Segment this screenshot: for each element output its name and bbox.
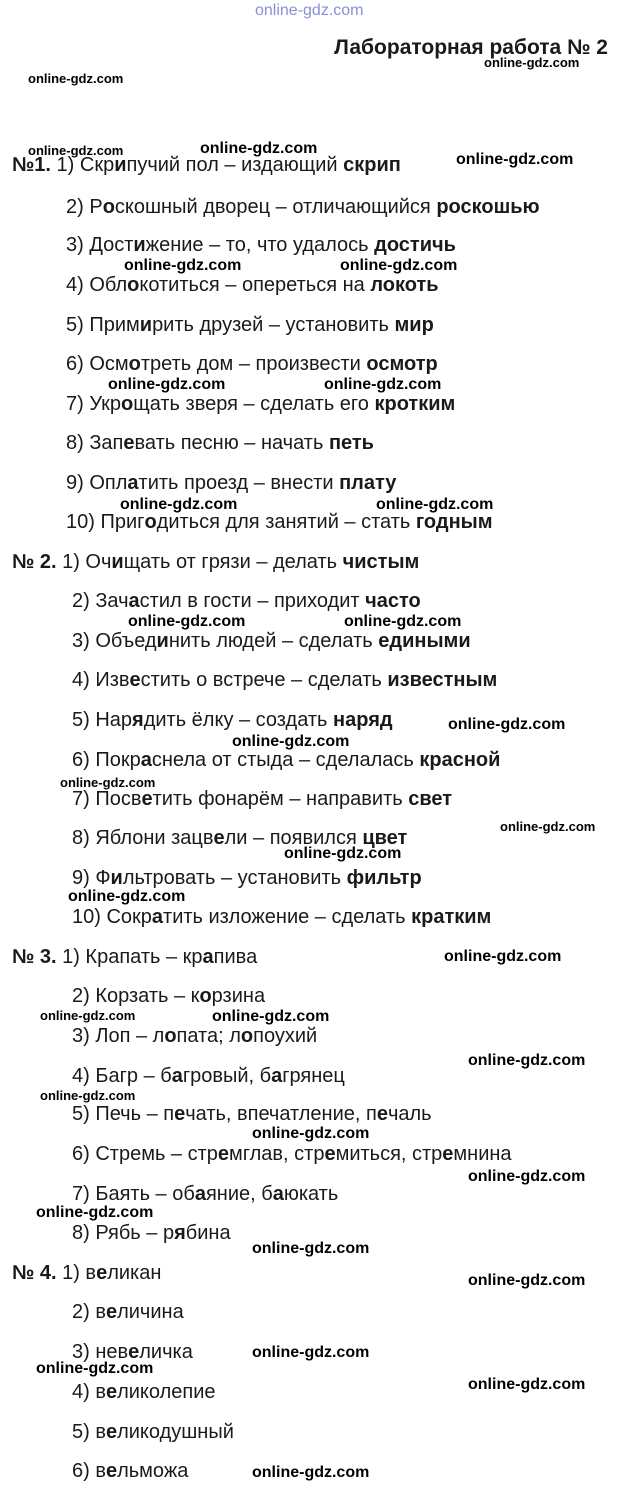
watermark: online-gdz.com xyxy=(232,733,350,750)
answer-word: плату xyxy=(339,472,397,494)
accent-letter: о xyxy=(240,1025,254,1047)
task4-line-1 xyxy=(12,1261,161,1285)
text: треть дом – произвести xyxy=(140,353,367,375)
text: вать песню – начать xyxy=(134,432,329,454)
text: жение – то, что удалось xyxy=(145,234,375,256)
task2-line-9 xyxy=(72,866,422,890)
task-number: № 2. xyxy=(12,551,57,573)
task3-line-2 xyxy=(72,984,265,1008)
task2-line-8 xyxy=(72,826,407,850)
task2-line-3 xyxy=(72,629,471,653)
watermark: online-gdz.com xyxy=(36,1204,154,1221)
accent-letter: е xyxy=(141,788,153,810)
text: 9) Опл xyxy=(66,472,128,494)
watermark: online-gdz.com xyxy=(252,1464,370,1481)
text: пучий пол – издающий xyxy=(126,154,344,176)
text: личка xyxy=(139,1341,193,1363)
text: 4) в xyxy=(72,1381,106,1403)
watermark: online-gdz.com xyxy=(468,1376,586,1393)
task4-line-2 xyxy=(72,1300,184,1324)
accent-letter: е xyxy=(123,432,135,454)
text: 7) Посв xyxy=(72,788,142,810)
answer-word: кротким xyxy=(374,393,456,415)
task-number: № 4. xyxy=(12,1262,57,1284)
accent-letter: а xyxy=(151,906,164,928)
text: 1) Оч xyxy=(62,551,112,573)
answer-word: едиными xyxy=(378,630,471,652)
accent-letter: а xyxy=(202,946,214,968)
answer-word: локоть xyxy=(370,274,439,296)
accent-letter: а xyxy=(171,1065,183,1087)
text: диться для занятий – стать xyxy=(156,511,416,533)
watermark: online-gdz.com xyxy=(128,613,246,630)
accent-letter: е xyxy=(96,1262,108,1284)
watermark: online-gdz.com xyxy=(36,1360,154,1377)
text: пата; л xyxy=(176,1025,241,1047)
answer-word: наряд xyxy=(333,709,393,731)
text: ликодушный xyxy=(117,1421,234,1443)
watermark: online-gdz.com xyxy=(500,819,596,834)
answer-word: роскошью xyxy=(436,196,540,218)
watermark: online-gdz.com xyxy=(340,257,458,274)
task2-line-10 xyxy=(72,905,491,929)
task2-line-4 xyxy=(72,668,497,692)
watermark: online-gdz.com xyxy=(120,496,238,513)
text: льтровать – установить xyxy=(122,867,347,889)
accent-letter: а xyxy=(272,1183,284,1205)
text: 2) Р xyxy=(66,196,103,218)
text: поухий xyxy=(253,1025,318,1047)
task4-line-4 xyxy=(72,1380,216,1404)
text: грянец xyxy=(282,1065,345,1087)
answer-word: чистым xyxy=(342,551,420,573)
text: пива xyxy=(213,946,258,968)
task1-line-9 xyxy=(66,471,396,495)
answer-word: красной xyxy=(419,749,501,771)
text: 6) Стремь – стр xyxy=(72,1143,218,1165)
accent-letter: и xyxy=(111,551,124,573)
answer-word: годным xyxy=(415,511,493,533)
text: ли – появился xyxy=(224,827,363,849)
text: рить друзей – установить xyxy=(152,314,395,336)
task1-line-8 xyxy=(66,431,374,455)
task3-line-4 xyxy=(72,1064,345,1088)
text: 3) Объед xyxy=(72,630,157,652)
task3-line-5 xyxy=(72,1102,432,1126)
text: рзина xyxy=(211,985,266,1007)
accent-letter: а xyxy=(128,590,140,612)
task1-line-4 xyxy=(66,273,439,297)
text: 1) Скр xyxy=(56,154,115,176)
accent-letter: е xyxy=(105,1421,118,1443)
task1-line-2 xyxy=(66,195,540,219)
text: миться, стр xyxy=(335,1143,443,1165)
watermark: online-gdz.com xyxy=(376,496,494,513)
watermark: online-gdz.com xyxy=(108,376,226,393)
accent-letter: е xyxy=(217,1143,230,1165)
text: 10) Сокр xyxy=(72,906,152,928)
text: щать от грязи – делать xyxy=(123,551,343,573)
task1-line-7 xyxy=(66,392,455,416)
accent-letter: а xyxy=(271,1065,283,1087)
task1-line-6 xyxy=(66,352,438,376)
accent-letter: о xyxy=(144,511,157,533)
text: тить фонарём – направить xyxy=(152,788,409,810)
watermark: online-gdz.com xyxy=(252,1344,370,1361)
text: скошный дворец – отличающийся xyxy=(114,196,437,218)
accent-letter: о xyxy=(127,274,140,296)
text: тить проезд – внести xyxy=(138,472,340,494)
text: 3) нев xyxy=(72,1341,129,1363)
watermark-top: online-gdz.com xyxy=(255,2,364,19)
text: 3) Лоп – л xyxy=(72,1025,165,1047)
text: 7) Укр xyxy=(66,393,122,415)
watermark: online-gdz.com xyxy=(252,1240,370,1257)
answer-word: цвет xyxy=(362,827,408,849)
text: 5) Прим xyxy=(66,314,140,336)
task2-line-1 xyxy=(12,550,419,574)
watermark: online-gdz.com xyxy=(444,948,562,965)
text: 2) Зач xyxy=(72,590,129,612)
watermark: online-gdz.com xyxy=(456,151,574,168)
text: 5) в xyxy=(72,1421,106,1443)
watermark: online-gdz.com xyxy=(28,143,124,158)
watermark: online-gdz.com xyxy=(60,775,156,790)
watermark: online-gdz.com xyxy=(200,140,318,157)
accent-letter: и xyxy=(156,630,169,652)
text: чаль xyxy=(387,1103,432,1125)
watermark: online-gdz.com xyxy=(28,71,124,86)
answer-word: известным xyxy=(387,669,498,691)
text: тить изложение – сделать xyxy=(163,906,412,928)
accent-letter: о xyxy=(102,196,115,218)
text: 2) Корзать – к xyxy=(72,985,200,1007)
text: 4) Изв xyxy=(72,669,130,691)
text: котиться – опереться на xyxy=(139,274,371,296)
accent-letter: и xyxy=(114,154,127,176)
text: 7) Баять – об xyxy=(72,1183,195,1205)
text: 6) Покр xyxy=(72,749,141,771)
text: 6) в xyxy=(72,1460,106,1482)
text: 9) Ф xyxy=(72,867,111,889)
task1-line-1 xyxy=(12,153,401,177)
text: мглав, стр xyxy=(229,1143,325,1165)
task2-line-6 xyxy=(72,748,500,772)
text: 10) Приг xyxy=(66,511,145,533)
task4-line-6 xyxy=(72,1459,188,1483)
task-number: №1. xyxy=(12,154,51,176)
accent-letter: е xyxy=(128,1341,140,1363)
task3-line-6 xyxy=(72,1142,512,1166)
text: бина xyxy=(185,1222,231,1244)
text: мнина xyxy=(453,1143,512,1165)
task-number: № 3. xyxy=(12,946,57,968)
task2-line-7 xyxy=(72,787,452,811)
task3-line-7 xyxy=(72,1182,338,1206)
task2-line-5 xyxy=(72,708,393,732)
accent-letter: е xyxy=(105,1460,118,1482)
accent-letter: и xyxy=(133,234,146,256)
watermark: online-gdz.com xyxy=(468,1272,586,1289)
task3-line-1 xyxy=(12,945,257,969)
watermark: online-gdz.com xyxy=(324,376,442,393)
watermark: online-gdz.com xyxy=(124,257,242,274)
text: 8) Зап xyxy=(66,432,124,454)
accent-letter: о xyxy=(121,393,134,415)
text: 4) Обл xyxy=(66,274,128,296)
text: юкать xyxy=(283,1183,339,1205)
watermark: online-gdz.com xyxy=(40,1008,136,1023)
accent-letter: я xyxy=(174,1222,186,1244)
text: льможа xyxy=(117,1460,189,1482)
accent-letter: а xyxy=(140,749,152,771)
answer-word: скрип xyxy=(343,154,401,176)
answer-word: осмотр xyxy=(366,353,438,375)
watermark: online-gdz.com xyxy=(252,1125,370,1142)
watermark: online-gdz.com xyxy=(468,1168,586,1185)
text: 3) Дост xyxy=(66,234,134,256)
text: 1) в xyxy=(62,1262,97,1284)
task2-line-2 xyxy=(72,589,421,613)
answer-word: фильтр xyxy=(346,867,422,889)
watermark: online-gdz.com xyxy=(484,55,580,70)
text: ликолепие xyxy=(117,1381,216,1403)
answer-word: кратким xyxy=(411,906,492,928)
text: 5) Нар xyxy=(72,709,133,731)
answer-word: мир xyxy=(394,314,434,336)
watermark: online-gdz.com xyxy=(448,716,566,733)
accent-letter: е xyxy=(442,1143,454,1165)
accent-letter: я xyxy=(132,709,144,731)
accent-letter: о xyxy=(128,353,141,375)
answer-word: свет xyxy=(408,788,453,810)
accent-letter: е xyxy=(324,1143,336,1165)
text: личина xyxy=(117,1301,184,1323)
accent-letter: е xyxy=(213,827,225,849)
text: яние, б xyxy=(205,1183,273,1205)
text: стить о встрече – сделать xyxy=(140,669,388,691)
text: 1) Крапать – кр xyxy=(62,946,203,968)
task3-line-8 xyxy=(72,1221,231,1245)
page-title: Лабораторная работа № 2 xyxy=(334,36,608,59)
accent-letter: а xyxy=(194,1183,206,1205)
watermark: online-gdz.com xyxy=(344,613,462,630)
text: гровый, б xyxy=(182,1065,272,1087)
answer-word: петь xyxy=(328,432,374,454)
text: 6) Осм xyxy=(66,353,129,375)
task4-line-5 xyxy=(72,1420,234,1444)
watermark: online-gdz.com xyxy=(212,1008,330,1025)
text: 2) в xyxy=(72,1301,106,1323)
watermark: online-gdz.com xyxy=(68,888,186,905)
task1-line-3 xyxy=(66,233,456,257)
answer-word: достичь xyxy=(374,234,456,256)
text: 4) Багр – б xyxy=(72,1065,172,1087)
text: 5) Печь – п xyxy=(72,1103,175,1125)
task1-line-10 xyxy=(66,510,493,534)
accent-letter: е xyxy=(129,669,141,691)
watermark: online-gdz.com xyxy=(40,1088,136,1103)
task3-line-3 xyxy=(72,1024,317,1048)
text: 8) Рябь – р xyxy=(72,1222,175,1244)
answer-word: часто xyxy=(365,590,421,612)
accent-letter: е xyxy=(376,1103,388,1125)
accent-letter: и xyxy=(110,867,123,889)
accent-letter: и xyxy=(139,314,153,336)
text: 8) Яблони зацв xyxy=(72,827,214,849)
text: щать зверя – сделать его xyxy=(133,393,375,415)
text: снела от стыда – сделалась xyxy=(151,749,420,771)
accent-letter: о xyxy=(199,985,212,1007)
watermark: online-gdz.com xyxy=(468,1052,586,1069)
text: нить людей – сделать xyxy=(168,630,379,652)
text: дить ёлку – создать xyxy=(143,709,334,731)
accent-letter: е xyxy=(105,1381,118,1403)
accent-letter: е xyxy=(174,1103,186,1125)
task1-line-5 xyxy=(66,313,434,337)
accent-letter: о xyxy=(164,1025,177,1047)
text: стил в гости – приходит xyxy=(139,590,366,612)
text: чать, впечатление, п xyxy=(185,1103,377,1125)
accent-letter: а xyxy=(127,472,139,494)
text: ликан xyxy=(107,1262,162,1284)
watermark: online-gdz.com xyxy=(284,845,402,862)
task4-line-3 xyxy=(72,1340,193,1364)
accent-letter: е xyxy=(105,1301,118,1323)
